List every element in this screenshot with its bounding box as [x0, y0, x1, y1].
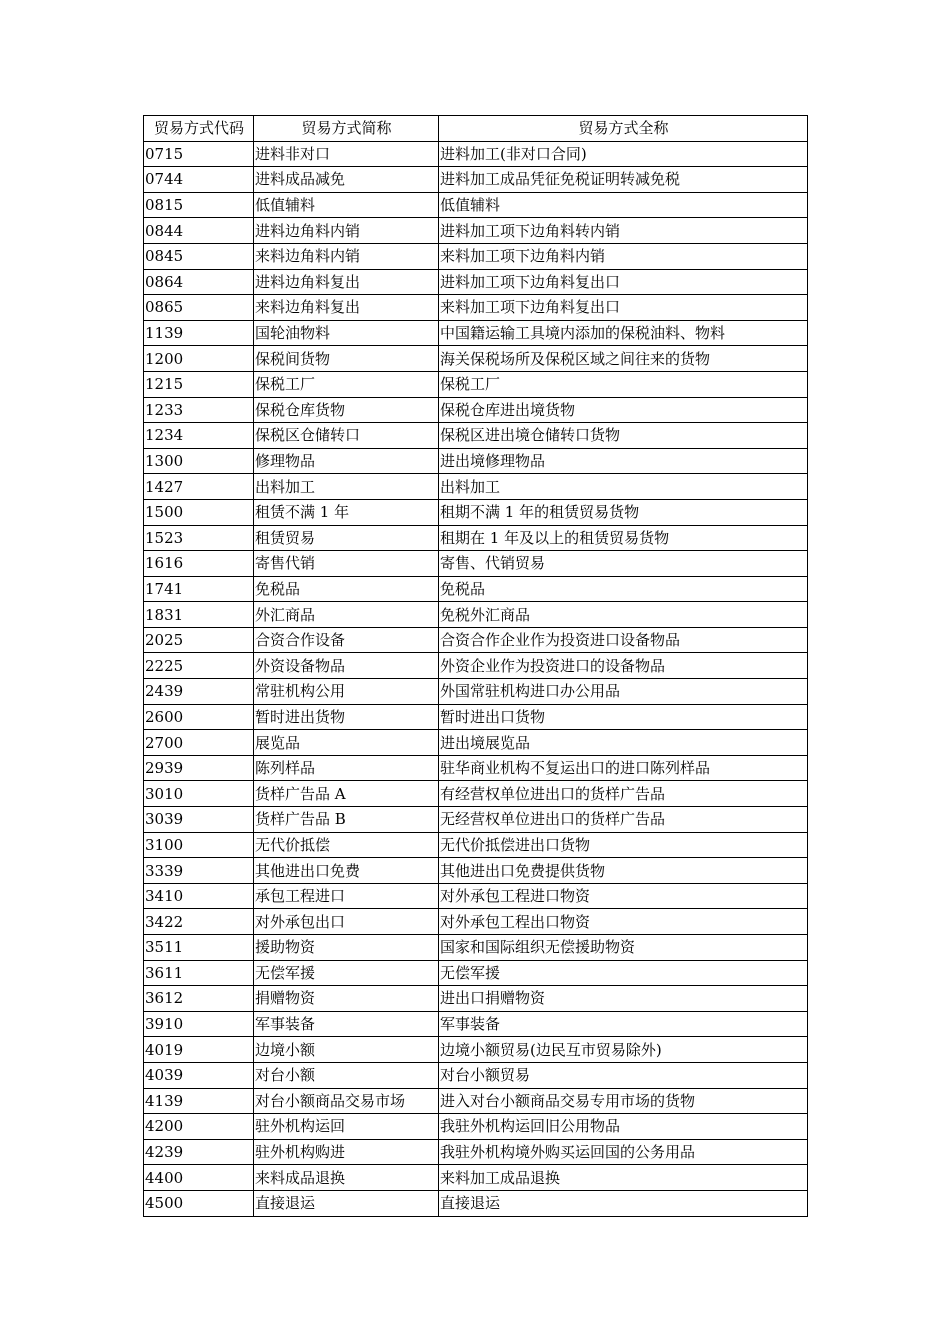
- cell-full-name: 无经营权单位进出口的货样广告品: [439, 807, 808, 833]
- cell-short-name: 对台小额: [254, 1062, 439, 1088]
- cell-code: 0715: [144, 141, 254, 167]
- table-row: [144, 423, 808, 449]
- cell-full-name: 出料加工: [439, 474, 808, 500]
- table-row: [144, 755, 808, 781]
- cell-code: 1234: [144, 423, 254, 449]
- cell-full-name: 边境小额贸易(边民互市贸易除外): [439, 1037, 808, 1063]
- table-row: [144, 167, 808, 193]
- cell-code: 3010: [144, 781, 254, 807]
- cell-short-name: 无代价抵偿: [254, 832, 439, 858]
- cell-code: 4400: [144, 1165, 254, 1191]
- cell-full-name: 其他进出口免费提供货物: [439, 858, 808, 884]
- cell-full-name: 军事装备: [439, 1011, 808, 1037]
- cell-code: 0815: [144, 192, 254, 218]
- cell-full-name: 租期不满 1 年的租赁贸易货物: [439, 499, 808, 525]
- cell-full-name: 保税工厂: [439, 371, 808, 397]
- cell-short-name: 直接退运: [254, 1190, 439, 1216]
- cell-short-name: 保税工厂: [254, 371, 439, 397]
- cell-short-name: 暂时进出货物: [254, 704, 439, 730]
- header-short-name: 贸易方式简称: [254, 116, 439, 142]
- table-row: [144, 320, 808, 346]
- table-row: [144, 832, 808, 858]
- cell-short-name: 合资合作设备: [254, 627, 439, 653]
- cell-full-name: 进料加工项下边角料转内销: [439, 218, 808, 244]
- cell-code: 1523: [144, 525, 254, 551]
- cell-short-name: 承包工程进口: [254, 883, 439, 909]
- table-row: [144, 576, 808, 602]
- cell-full-name: 直接退运: [439, 1190, 808, 1216]
- cell-short-name: 租赁不满 1 年: [254, 499, 439, 525]
- cell-short-name: 其他进出口免费: [254, 858, 439, 884]
- table-row: [144, 1011, 808, 1037]
- cell-full-name: 对外承包工程进口物资: [439, 883, 808, 909]
- cell-short-name: 进料边角料内销: [254, 218, 439, 244]
- table-row: [144, 346, 808, 372]
- cell-full-name: 暂时进出口货物: [439, 704, 808, 730]
- table-row: [144, 243, 808, 269]
- table-row: [144, 883, 808, 909]
- cell-code: 4200: [144, 1114, 254, 1140]
- cell-short-name: 寄售代销: [254, 551, 439, 577]
- cell-code: 0864: [144, 269, 254, 295]
- cell-code: 3039: [144, 807, 254, 833]
- table-row: [144, 1062, 808, 1088]
- cell-code: 1300: [144, 448, 254, 474]
- cell-code: 2939: [144, 755, 254, 781]
- cell-short-name: 保税仓库货物: [254, 397, 439, 423]
- cell-full-name: 进料加工成品凭征免税证明转减免税: [439, 167, 808, 193]
- cell-short-name: 来料边角料内销: [254, 243, 439, 269]
- table-row: [144, 218, 808, 244]
- cell-code: 2439: [144, 679, 254, 705]
- cell-short-name: 进料边角料复出: [254, 269, 439, 295]
- cell-code: 2600: [144, 704, 254, 730]
- cell-short-name: 货样广告品 B: [254, 807, 439, 833]
- cell-short-name: 租赁贸易: [254, 525, 439, 551]
- cell-short-name: 捐赠物资: [254, 986, 439, 1012]
- cell-short-name: 来料成品退换: [254, 1165, 439, 1191]
- cell-full-name: 低值辅料: [439, 192, 808, 218]
- cell-full-name: 租期在 1 年及以上的租赁贸易货物: [439, 525, 808, 551]
- table-row: [144, 269, 808, 295]
- table-row: [144, 371, 808, 397]
- table-row: [144, 858, 808, 884]
- table-row: [144, 295, 808, 321]
- cell-code: 1200: [144, 346, 254, 372]
- table-row: [144, 602, 808, 628]
- cell-full-name: 来料加工成品退换: [439, 1165, 808, 1191]
- cell-code: 1831: [144, 602, 254, 628]
- cell-code: 0865: [144, 295, 254, 321]
- cell-code: 1616: [144, 551, 254, 577]
- table-row: [144, 1139, 808, 1165]
- cell-short-name: 驻外机构购进: [254, 1139, 439, 1165]
- header-full-name: 贸易方式全称: [439, 116, 808, 142]
- cell-full-name: 有经营权单位进出口的货样广告品: [439, 781, 808, 807]
- cell-code: 4239: [144, 1139, 254, 1165]
- cell-full-name: 免税品: [439, 576, 808, 602]
- table-row: [144, 1165, 808, 1191]
- cell-short-name: 修理物品: [254, 448, 439, 474]
- cell-code: 3910: [144, 1011, 254, 1037]
- cell-full-name: 进料加工项下边角料复出口: [439, 269, 808, 295]
- table-row: [144, 551, 808, 577]
- table-row: [144, 909, 808, 935]
- cell-code: 2700: [144, 730, 254, 756]
- cell-code: 3100: [144, 832, 254, 858]
- cell-code: 1215: [144, 371, 254, 397]
- cell-code: 0844: [144, 218, 254, 244]
- table-header-row: [144, 116, 808, 142]
- cell-short-name: 常驻机构公用: [254, 679, 439, 705]
- table-row: [144, 935, 808, 961]
- cell-short-name: 无偿军援: [254, 960, 439, 986]
- cell-full-name: 驻华商业机构不复运出口的进口陈列样品: [439, 755, 808, 781]
- cell-full-name: 我驻外机构境外购买运回国的公务用品: [439, 1139, 808, 1165]
- cell-full-name: 国家和国际组织无偿援助物资: [439, 935, 808, 961]
- cell-code: 3611: [144, 960, 254, 986]
- cell-short-name: 保税区仓储转口: [254, 423, 439, 449]
- cell-short-name: 展览品: [254, 730, 439, 756]
- cell-code: 3410: [144, 883, 254, 909]
- table-row: [144, 192, 808, 218]
- table-row: [144, 1088, 808, 1114]
- cell-short-name: 低值辅料: [254, 192, 439, 218]
- cell-full-name: 保税区进出境仓储转口货物: [439, 423, 808, 449]
- cell-code: 1741: [144, 576, 254, 602]
- trade-mode-table: [143, 115, 808, 1217]
- cell-short-name: 出料加工: [254, 474, 439, 500]
- table-row: [144, 1114, 808, 1140]
- cell-short-name: 外汇商品: [254, 602, 439, 628]
- table-row: [144, 986, 808, 1012]
- cell-full-name: 无代价抵偿进出口货物: [439, 832, 808, 858]
- cell-full-name: 进出境修理物品: [439, 448, 808, 474]
- cell-code: 1139: [144, 320, 254, 346]
- table-row: [144, 499, 808, 525]
- cell-full-name: 来料加工项下边角料复出口: [439, 295, 808, 321]
- table-body: [144, 141, 808, 1216]
- cell-code: 2225: [144, 653, 254, 679]
- cell-short-name: 边境小额: [254, 1037, 439, 1063]
- cell-code: 0744: [144, 167, 254, 193]
- cell-short-name: 对外承包出口: [254, 909, 439, 935]
- cell-short-name: 保税间货物: [254, 346, 439, 372]
- table-row: [144, 627, 808, 653]
- cell-full-name: 海关保税场所及保税区域之间往来的货物: [439, 346, 808, 372]
- cell-full-name: 来料加工项下边角料内销: [439, 243, 808, 269]
- cell-code: 3422: [144, 909, 254, 935]
- cell-full-name: 保税仓库进出境货物: [439, 397, 808, 423]
- table-row: [144, 397, 808, 423]
- cell-short-name: 进料非对口: [254, 141, 439, 167]
- cell-short-name: 货样广告品 A: [254, 781, 439, 807]
- cell-full-name: 寄售、代销贸易: [439, 551, 808, 577]
- table-row: [144, 1037, 808, 1063]
- cell-full-name: 我驻外机构运回旧公用物品: [439, 1114, 808, 1140]
- cell-full-name: 中国籍运输工具境内添加的保税油料、物料: [439, 320, 808, 346]
- cell-full-name: 进出境展览品: [439, 730, 808, 756]
- cell-short-name: 对台小额商品交易市场: [254, 1088, 439, 1114]
- cell-short-name: 进料成品减免: [254, 167, 439, 193]
- cell-full-name: 进出口捐赠物资: [439, 986, 808, 1012]
- cell-full-name: 对外承包工程出口物资: [439, 909, 808, 935]
- table-row: [144, 1190, 808, 1216]
- cell-full-name: 免税外汇商品: [439, 602, 808, 628]
- table-row: [144, 474, 808, 500]
- table-row: [144, 141, 808, 167]
- cell-short-name: 驻外机构运回: [254, 1114, 439, 1140]
- cell-short-name: 来料边角料复出: [254, 295, 439, 321]
- header-code: 贸易方式代码: [144, 116, 254, 142]
- cell-code: 1500: [144, 499, 254, 525]
- cell-code: 1427: [144, 474, 254, 500]
- table-row: [144, 679, 808, 705]
- cell-full-name: 合资合作企业作为投资进口设备物品: [439, 627, 808, 653]
- table-row: [144, 653, 808, 679]
- table-row: [144, 960, 808, 986]
- table-row: [144, 525, 808, 551]
- cell-code: 3511: [144, 935, 254, 961]
- cell-code: 1233: [144, 397, 254, 423]
- cell-full-name: 进入对台小额商品交易专用市场的货物: [439, 1088, 808, 1114]
- cell-short-name: 军事装备: [254, 1011, 439, 1037]
- cell-full-name: 无偿军援: [439, 960, 808, 986]
- table-row: [144, 448, 808, 474]
- cell-code: 3612: [144, 986, 254, 1012]
- cell-code: 4139: [144, 1088, 254, 1114]
- cell-short-name: 国轮油物料: [254, 320, 439, 346]
- table-row: [144, 781, 808, 807]
- cell-full-name: 对台小额贸易: [439, 1062, 808, 1088]
- cell-full-name: 进料加工(非对口合同): [439, 141, 808, 167]
- cell-code: 4500: [144, 1190, 254, 1216]
- cell-short-name: 陈列样品: [254, 755, 439, 781]
- table-row: [144, 730, 808, 756]
- cell-code: 0845: [144, 243, 254, 269]
- table-row: [144, 704, 808, 730]
- cell-full-name: 外国常驻机构进口办公用品: [439, 679, 808, 705]
- cell-code: 4019: [144, 1037, 254, 1063]
- cell-short-name: 外资设备物品: [254, 653, 439, 679]
- table-row: [144, 807, 808, 833]
- cell-code: 2025: [144, 627, 254, 653]
- cell-full-name: 外资企业作为投资进口的设备物品: [439, 653, 808, 679]
- cell-code: 4039: [144, 1062, 254, 1088]
- cell-short-name: 免税品: [254, 576, 439, 602]
- cell-code: 3339: [144, 858, 254, 884]
- cell-short-name: 援助物资: [254, 935, 439, 961]
